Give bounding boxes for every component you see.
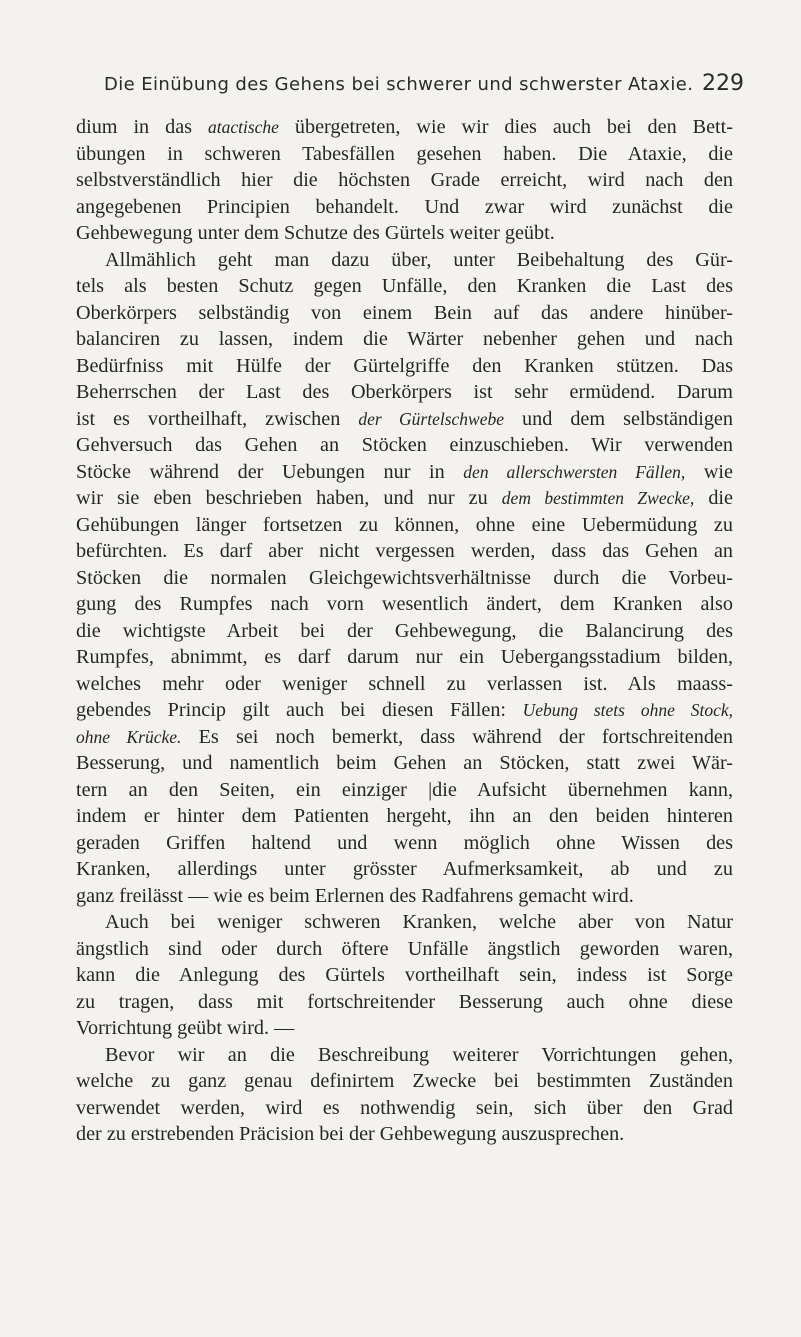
text-segment: Allmählich geht man dazu über, unter Beibehaltung des Gür- bbox=[105, 248, 733, 271]
text-line bbox=[76, 432, 733, 459]
text-line bbox=[76, 167, 733, 194]
text-line bbox=[76, 883, 733, 910]
text-line bbox=[76, 538, 733, 565]
text-segment: Bevor wir an die Beschreibung weiterer Vorrichtungen gehen, bbox=[105, 1043, 733, 1066]
text-segment: übergetreten, wie wir dies auch bei den Bett- bbox=[278, 116, 733, 138]
text-segment: zu tragen, dass mit fortschreitender Besserung auch ohne diese bbox=[76, 990, 733, 1013]
text-segment: selbstverständlich hier die höchsten Grade erreicht, wird nach den bbox=[76, 169, 733, 191]
text-line bbox=[76, 1015, 733, 1042]
text-line bbox=[76, 353, 733, 380]
text-segment: Es sei noch bemerkt, dass während der fortschreitenden bbox=[181, 725, 733, 748]
text-line bbox=[76, 300, 733, 327]
text-line bbox=[76, 1068, 733, 1095]
text-line bbox=[76, 406, 733, 433]
text-segment: der zu erstrebenden Präcision bei der Gehbewegung auszusprechen. bbox=[76, 1123, 625, 1145]
text-line bbox=[76, 194, 733, 221]
text-segment: Beherrschen der Last des Oberkörpers ist sehr ermüdend. Darum bbox=[76, 381, 733, 403]
text-line bbox=[76, 326, 733, 353]
text-segment: Besserung, und namentlich beim Gehen an Stöcken, statt zwei Wär- bbox=[76, 752, 733, 774]
text-segment: Auch bei weniger schweren Kranken, welche aber von Natur bbox=[105, 911, 733, 933]
text-line bbox=[76, 1121, 733, 1148]
text-line bbox=[76, 220, 733, 247]
text-line bbox=[76, 141, 733, 168]
text-segment: balanciren zu lassen, indem die Wärter nebenher gehen und nach bbox=[76, 328, 733, 350]
page-number: 229 bbox=[702, 71, 744, 96]
text-segment: die wichtigste Arbeit bei der Gehbewegung, die Balancirung des bbox=[76, 619, 733, 642]
text-segment: Kranken, allerdings unter grösster Aufmerksamkeit, ab und zu bbox=[76, 858, 733, 880]
text-line bbox=[76, 644, 733, 671]
text-line bbox=[76, 565, 733, 592]
text-segment: Stöcken die normalen Gleichgewichtsverhältnisse durch die Vorbeu- bbox=[76, 566, 733, 589]
text-segment: wie bbox=[685, 460, 733, 483]
text-line bbox=[76, 618, 733, 645]
text-segment: ist es vortheilhaft, zwischen bbox=[76, 407, 359, 430]
italic-segment: der Gürtelschwebe bbox=[358, 408, 504, 429]
text-segment: Stöcke während der Uebungen nur in bbox=[76, 460, 464, 483]
text-segment: Vorrichtung geübt wird. — bbox=[76, 1017, 295, 1039]
text-line bbox=[76, 114, 733, 141]
text-segment: verwendet werden, wird es nothwendig sein, sich über den Grad bbox=[76, 1096, 733, 1119]
text-segment: wir sie eben beschrieben haben, und nur zu bbox=[76, 487, 502, 509]
text-line bbox=[76, 803, 733, 830]
text-segment: Oberkörpers selbständig von einem Bein auf das andere hinüber- bbox=[76, 301, 733, 324]
body-text bbox=[76, 114, 733, 1148]
paragraph bbox=[76, 1042, 733, 1148]
text-line bbox=[76, 1042, 733, 1069]
running-title: Die Einübung des Gehens bei schwerer und schwerster Ataxie. bbox=[104, 74, 694, 95]
text-line bbox=[76, 724, 733, 751]
running-head bbox=[0, 71, 801, 104]
text-line bbox=[76, 856, 733, 883]
text-segment: Gehversuch das Gehen an Stöcken einzuschieben. Wir verwenden bbox=[76, 434, 733, 456]
text-line bbox=[76, 512, 733, 539]
text-segment: gebendes Princip gilt auch bei diesen Fällen: bbox=[76, 699, 523, 721]
text-segment: indem er hinter dem Patienten hergeht, ihn an den beiden hinteren bbox=[76, 805, 733, 827]
italic-segment: dem bestimmten Zwecke, bbox=[501, 488, 695, 508]
text-line bbox=[76, 962, 733, 989]
paragraph bbox=[76, 909, 733, 1042]
text-segment: welche zu ganz genau definirtem Zwecke bei bestimmten Zuständen bbox=[76, 1070, 733, 1092]
text-line bbox=[76, 379, 733, 406]
text-line bbox=[76, 485, 733, 512]
paragraph bbox=[76, 247, 733, 910]
text-line bbox=[76, 750, 733, 777]
text-segment: welches mehr oder weniger schnell zu verlassen ist. Als maass- bbox=[76, 672, 733, 695]
text-line bbox=[76, 936, 733, 963]
text-segment: kann die Anlegung des Gürtels vortheilhaft sein, indess ist Sorge bbox=[76, 964, 733, 986]
text-segment: angegebenen Principien behandelt. Und zwar wird zunächst die bbox=[76, 195, 733, 218]
text-segment: dium in das bbox=[76, 116, 208, 138]
text-line bbox=[76, 273, 733, 300]
text-segment: Rumpfes, abnimmt, es darf darum nur ein Uebergangsstadium bilden, bbox=[76, 646, 733, 668]
text-segment: Bedürfniss mit Hülfe der Gürtelgriffe den Kranken stützen. Das bbox=[76, 354, 733, 377]
text-segment: und dem selbständigen bbox=[503, 407, 733, 430]
text-segment: ganz freilässt — wie es beim Erlernen des Radfahrens gemacht wird. bbox=[76, 884, 634, 907]
text-segment: gung des Rumpfes nach vorn wesentlich ändert, dem Kranken also bbox=[76, 593, 733, 615]
italic-segment: atactische bbox=[207, 117, 279, 137]
text-line bbox=[76, 247, 733, 274]
text-line bbox=[76, 830, 733, 857]
text-line bbox=[76, 459, 733, 486]
italic-segment: den allerschwersten Fällen, bbox=[463, 461, 686, 482]
text-line bbox=[76, 1095, 733, 1122]
text-line bbox=[76, 591, 733, 618]
text-segment: die bbox=[694, 487, 733, 509]
text-segment: Gehbewegung unter dem Schutze des Gürtels weiter geübt. bbox=[76, 222, 555, 244]
text-line bbox=[76, 909, 733, 936]
text-segment: ängstlich sind oder durch öftere Unfälle ängstlich geworden waren, bbox=[76, 937, 733, 960]
text-segment: übungen in schweren Tabesfällen gesehen haben. Die Ataxie, die bbox=[76, 142, 733, 165]
text-segment: befürchten. Es darf aber nicht vergessen werden, dass das Gehen an bbox=[76, 540, 733, 562]
text-line bbox=[76, 697, 733, 724]
paragraph bbox=[76, 114, 733, 247]
italic-segment: ohne Krücke. bbox=[76, 726, 182, 747]
text-segment: tern an den Seiten, ein einziger |die Aufsicht übernehmen kann, bbox=[76, 778, 733, 801]
text-line bbox=[76, 777, 733, 804]
text-segment: Gehübungen länger fortsetzen zu können, ohne eine Uebermüdung zu bbox=[76, 513, 733, 536]
text-line bbox=[76, 671, 733, 698]
italic-segment: Uebung stets ohne Stock, bbox=[522, 700, 734, 720]
text-segment: tels als besten Schutz gegen Unfälle, den Kranken die Last des bbox=[76, 275, 733, 297]
text-segment: geraden Griffen haltend und wenn möglich ohne Wissen des bbox=[76, 831, 733, 854]
text-line bbox=[76, 989, 733, 1016]
